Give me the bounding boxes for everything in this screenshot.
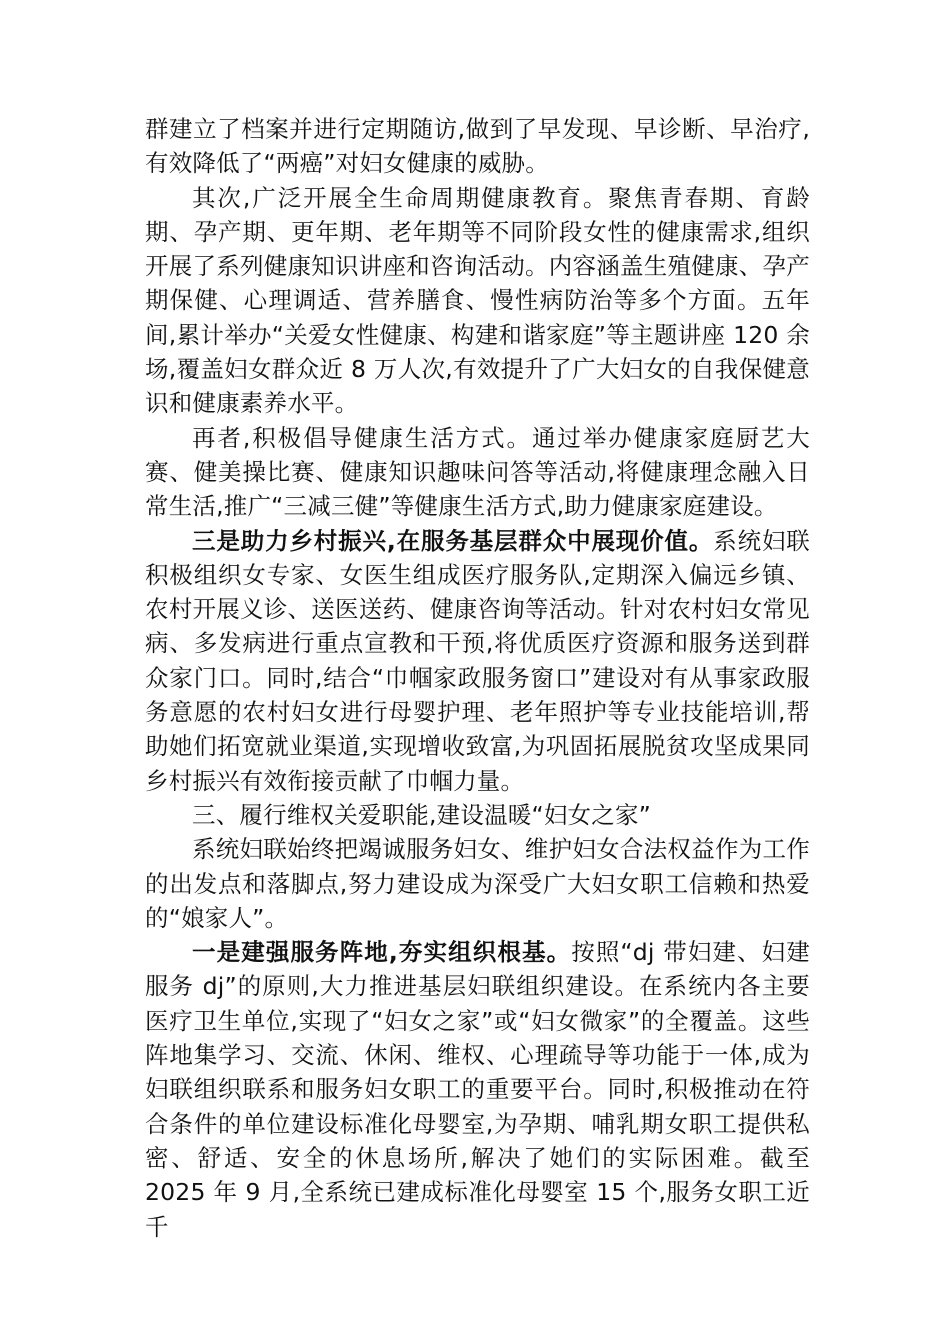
paragraph-1-text: 群建立了档案并进行定期随访,做到了早发现、早诊断、早治疗,有效降低了“两癌”对妇女健康的威胁。 <box>145 115 810 178</box>
paragraph-1 <box>145 112 810 181</box>
paragraph-6 <box>145 832 810 935</box>
paragraph-7-bold-lead: 一是建强服务阵地,夯实组织根基。 <box>192 938 572 967</box>
paragraph-3-text: 再者,积极倡导健康生活方式。通过举办健康家庭厨艺大赛、健美操比赛、健康知识趣味问答等活动,将健康理念融入日常生活,推广“三减三健”等健康生活方式,助力健康家庭建设。 <box>145 423 810 521</box>
paragraph-7 <box>145 935 810 1244</box>
section-heading-text: 三、履行维权关爱职能,建设温暖“妇女之家” <box>192 800 652 829</box>
paragraph-2 <box>145 181 810 421</box>
paragraph-4-bold-lead: 三是助力乡村振兴,在服务基层群众中展现价值。 <box>192 526 714 555</box>
paragraph-7-text: 按照“dj 带妇建、妇建服务 dj”的原则,大力推进基层妇联组织建设。在系统内各主要医疗卫生单位,实现了“妇女之家”或“妇女微家”的全覆盖。这些阵地集学习、交流、休闲、维权、心理疏导等功能于一体,成为妇联组织联系和服务妇女职工的重要平台。同时,积极推动在符合条件的单位建设标准化母婴室,为孕期、哺乳期女职工提供私密、舒适、安全的休息场所,解决了她们的实际困难。截至 2025 年 9 月,全系统已建成标准化母婴室 15 个,服务女职工近千 <box>145 938 810 1241</box>
paragraph-3 <box>145 421 810 524</box>
document-page <box>145 112 810 1244</box>
paragraph-6-text: 系统妇联始终把竭诚服务妇女、维护妇女合法权益作为工作的出发点和落脚点,努力建设成为深受广大妇女职工信赖和热爱的“娘家人”。 <box>145 835 810 932</box>
section-heading-three <box>145 798 810 832</box>
paragraph-2-text: 其次,广泛开展全生命周期健康教育。聚焦青春期、育龄期、孕产期、更年期、老年期等不同阶段女性的健康需求,组织开展了系列健康知识讲座和咨询活动。内容涵盖生殖健康、孕产期保健、心理调适、营养膳食、慢性病防治等多个方面。五年间,累计举办“关爱女性健康、构建和谐家庭”等主题讲座 120 余场,覆盖妇女群众近 8 万人次,有效提升了广大妇女的自我保健意识和健康素养水平。 <box>145 183 810 418</box>
paragraph-4 <box>145 524 810 798</box>
paragraph-4-text: 系统妇联积极组织女专家、女医生组成医疗服务队,定期深入偏远乡镇、农村开展义诊、送医送药、健康咨询等活动。针对农村妇女常见病、多发病进行重点宣教和干预,将优质医疗资源和服务送到群众家门口。同时,结合“巾帼家政服务窗口”建设对有从事家政服务意愿的农村妇女进行母婴护理、老年照护等专业技能培训,帮助她们拓宽就业渠道,实现增收致富,为巩固拓展脱贫攻坚成果同乡村振兴有效衔接贡献了巾帼力量。 <box>145 526 810 795</box>
